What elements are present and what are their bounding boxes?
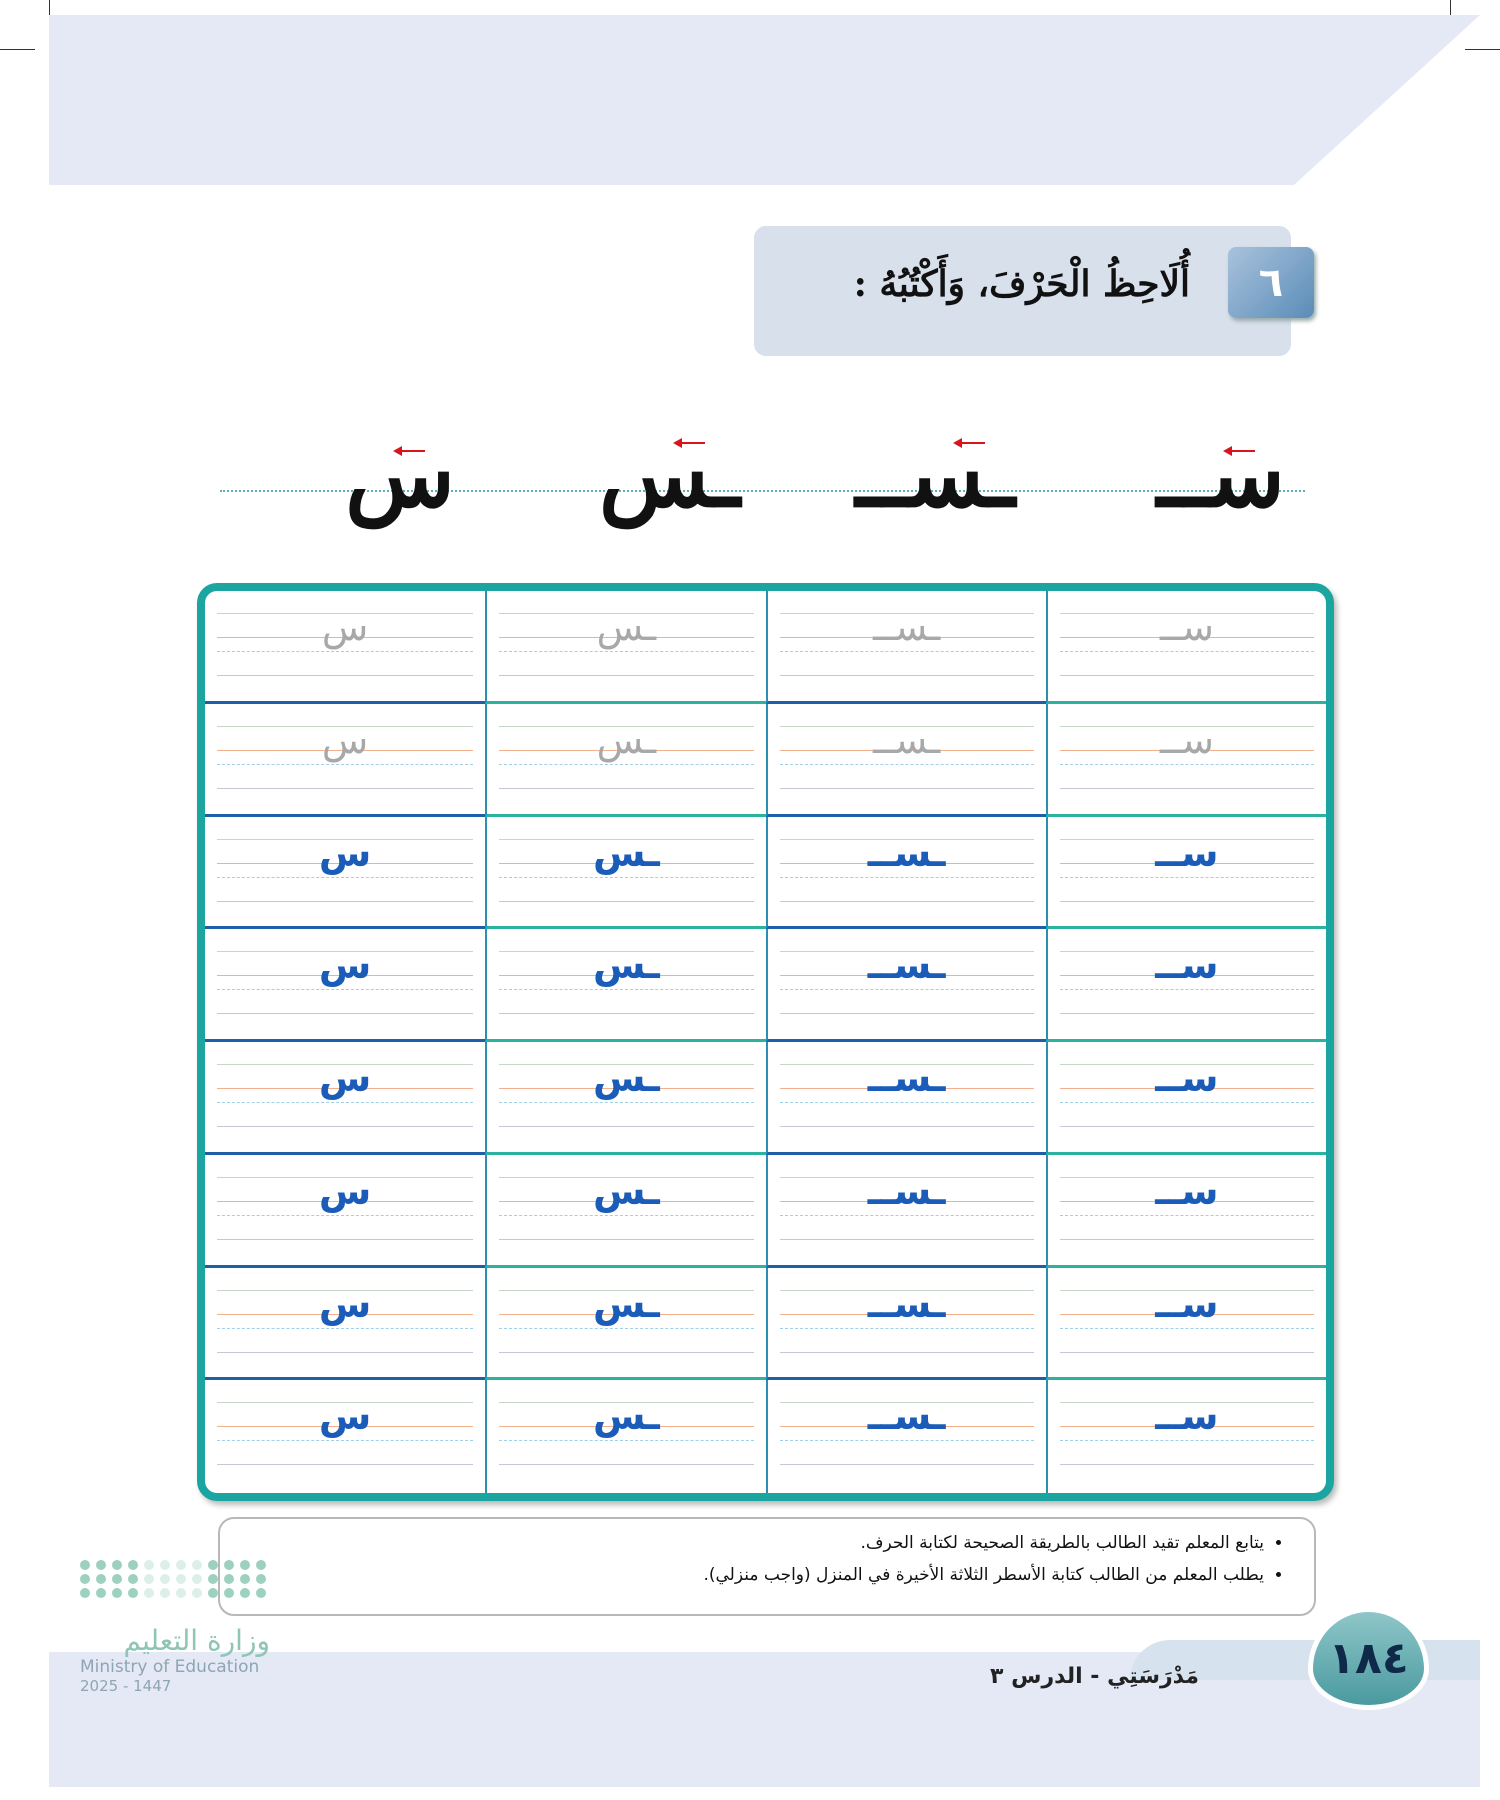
guide-line — [217, 1126, 473, 1127]
writing-cell[interactable] — [205, 1380, 485, 1493]
guide-line — [780, 877, 1034, 878]
logo-dot — [208, 1560, 218, 1570]
written-letter: ـســ — [867, 1281, 946, 1326]
guide-line — [499, 1126, 753, 1127]
writing-cell[interactable] — [485, 1268, 765, 1381]
writing-cell[interactable] — [1046, 1042, 1326, 1155]
logo-dot — [112, 1574, 122, 1584]
model-letter-initial: ســ — [1156, 422, 1285, 528]
written-letter: ســ — [1155, 1056, 1219, 1100]
logo-year: 2025 - 1447 — [80, 1677, 172, 1695]
written-letter: ســ — [1155, 1281, 1219, 1326]
model-letters — [220, 420, 1305, 540]
crop-mark — [0, 49, 35, 50]
guide-line — [1060, 788, 1314, 789]
written-letter: ســ — [1155, 830, 1219, 875]
guide-line — [780, 901, 1034, 902]
guide-line — [1060, 1215, 1314, 1216]
page-number: ١٨٤ — [1308, 1607, 1429, 1710]
trace-letter: س — [321, 717, 369, 762]
guide-line — [1060, 1239, 1314, 1240]
teacher-notes — [218, 1517, 1316, 1616]
written-letter: ـس — [593, 830, 660, 875]
guide-line — [1060, 1440, 1314, 1441]
logo-dot — [112, 1588, 122, 1598]
logo-dot — [240, 1574, 250, 1584]
model-letter-isolated: س — [345, 422, 455, 528]
writing-cell[interactable] — [205, 591, 485, 704]
logo-dot — [256, 1560, 266, 1570]
written-letter: س — [318, 1168, 372, 1213]
writing-cell[interactable] — [766, 1380, 1046, 1493]
written-letter: ـس — [593, 943, 660, 988]
written-letter: ســ — [1155, 943, 1219, 988]
trace-letter: س — [321, 605, 369, 649]
writing-cell[interactable] — [205, 817, 485, 930]
guide-line — [499, 1102, 753, 1103]
logo-dot — [96, 1588, 106, 1598]
guide-line — [780, 989, 1034, 990]
writing-cell[interactable] — [205, 929, 485, 1042]
guide-line — [1060, 764, 1314, 765]
logo-dot — [144, 1560, 154, 1570]
guide-line — [780, 1013, 1034, 1014]
logo-arabic: وزارة التعليم — [123, 1624, 270, 1657]
stroke-arrow-icon — [955, 442, 985, 444]
writing-cell[interactable] — [766, 1155, 1046, 1268]
writing-cell[interactable] — [766, 704, 1046, 817]
writing-cell[interactable] — [485, 1155, 765, 1268]
guide-line — [780, 1328, 1034, 1329]
writing-cell[interactable] — [1046, 704, 1326, 817]
model-letter-medial: ـســ — [855, 422, 1015, 528]
logo-dot — [128, 1588, 138, 1598]
guide-line — [499, 1440, 753, 1441]
guide-line — [217, 1102, 473, 1103]
guide-line — [780, 1440, 1034, 1441]
written-letter: ـســ — [867, 830, 946, 875]
writing-cell[interactable] — [766, 1268, 1046, 1381]
guide-line — [499, 1215, 753, 1216]
guide-line — [217, 901, 473, 902]
guide-line — [217, 989, 473, 990]
guide-line — [780, 1352, 1034, 1353]
model-letter-final: ـس — [598, 422, 740, 528]
guide-line — [1060, 675, 1314, 676]
writing-cell[interactable] — [766, 591, 1046, 704]
ministry-logo — [80, 1560, 270, 1695]
stroke-arrow-icon — [395, 450, 425, 452]
guide-line — [217, 877, 473, 878]
logo-dot — [240, 1560, 250, 1570]
crop-mark — [1465, 49, 1500, 50]
guide-line — [217, 651, 473, 652]
logo-dot — [192, 1574, 202, 1584]
logo-dot — [224, 1560, 234, 1570]
guide-line — [1060, 1102, 1314, 1103]
guide-line — [1060, 989, 1314, 990]
trace-letter: ـســ — [872, 717, 941, 762]
written-letter: ـســ — [867, 1168, 946, 1213]
guide-line — [780, 788, 1034, 789]
logo-dots-icon — [80, 1560, 270, 1598]
logo-dot — [224, 1574, 234, 1584]
writing-cell[interactable] — [485, 1042, 765, 1155]
logo-dot — [192, 1588, 202, 1598]
guide-line — [499, 1328, 753, 1329]
guide-line — [780, 651, 1034, 652]
guide-line — [780, 1239, 1034, 1240]
writing-cell[interactable] — [1046, 1268, 1326, 1381]
written-letter: ـس — [593, 1394, 660, 1439]
logo-dot — [80, 1588, 90, 1598]
writing-cell[interactable] — [1046, 1380, 1326, 1493]
guide-line — [1060, 1328, 1314, 1329]
logo-dot — [240, 1588, 250, 1598]
guide-line — [499, 788, 753, 789]
guide-line — [780, 675, 1034, 676]
written-letter: س — [318, 830, 372, 875]
footer-lesson: مَدْرَسَتِي - الدرس ٣ — [990, 1664, 1199, 1689]
writing-cell[interactable] — [766, 1042, 1046, 1155]
logo-dot — [176, 1574, 186, 1584]
guide-line — [499, 1013, 753, 1014]
guide-line — [217, 1328, 473, 1329]
writing-cell[interactable] — [1046, 929, 1326, 1042]
logo-dot — [144, 1588, 154, 1598]
guide-line — [499, 675, 753, 676]
logo-dot — [224, 1588, 234, 1598]
writing-cell[interactable] — [485, 1380, 765, 1493]
written-letter: س — [318, 1056, 372, 1100]
logo-dot — [256, 1574, 266, 1584]
guide-line — [499, 1239, 753, 1240]
guide-line — [1060, 1013, 1314, 1014]
guide-line — [780, 1464, 1034, 1465]
guide-line — [217, 764, 473, 765]
written-letter: ســ — [1155, 1394, 1219, 1439]
guide-line — [499, 651, 753, 652]
writing-cell[interactable] — [205, 1042, 485, 1155]
guide-line — [499, 1352, 753, 1353]
stroke-arrow-icon — [675, 442, 705, 444]
writing-cell[interactable] — [1046, 1155, 1326, 1268]
guide-line — [499, 989, 753, 990]
written-letter: ـســ — [867, 943, 946, 988]
top-banner — [49, 15, 1480, 185]
guide-line — [1060, 901, 1314, 902]
written-letter: ـس — [593, 1281, 660, 1326]
guide-line — [217, 675, 473, 676]
logo-dot — [96, 1574, 106, 1584]
guide-line — [217, 1215, 473, 1216]
exercise-instruction: أُلَاحِظُ الْحَرْفَ، وَأَكْتُبُهُ : — [853, 263, 1190, 305]
writing-cell[interactable] — [485, 704, 765, 817]
logo-dot — [128, 1560, 138, 1570]
logo-dot — [160, 1560, 170, 1570]
trace-letter: ـس — [596, 605, 657, 649]
writing-cell[interactable] — [1046, 817, 1326, 930]
trace-letter: ســ — [1159, 605, 1214, 649]
logo-dot — [80, 1560, 90, 1570]
written-letter: س — [318, 1281, 372, 1326]
logo-dot — [208, 1588, 218, 1598]
guide-line — [217, 788, 473, 789]
guide-line — [217, 1239, 473, 1240]
written-letter: ـس — [593, 1168, 660, 1213]
trace-letter: ـســ — [872, 605, 941, 649]
logo-dot — [208, 1574, 218, 1584]
guide-line — [499, 1464, 753, 1465]
guide-line — [499, 901, 753, 902]
guide-line — [1060, 1126, 1314, 1127]
guide-line — [499, 764, 753, 765]
logo-dot — [96, 1560, 106, 1570]
guide-line — [780, 1102, 1034, 1103]
logo-dot — [112, 1560, 122, 1570]
logo-dot — [192, 1560, 202, 1570]
guide-line — [1060, 651, 1314, 652]
logo-dot — [80, 1574, 90, 1584]
writing-cell[interactable] — [485, 929, 765, 1042]
written-letter: ســ — [1155, 1168, 1219, 1213]
guide-line — [780, 1215, 1034, 1216]
written-letter: س — [318, 1394, 372, 1439]
writing-cell[interactable] — [485, 591, 765, 704]
logo-dot — [256, 1588, 266, 1598]
guide-line — [217, 1440, 473, 1441]
written-letter: ـس — [593, 1056, 660, 1100]
logo-dot — [176, 1560, 186, 1570]
trace-letter: ـس — [596, 717, 657, 762]
logo-dot — [160, 1574, 170, 1584]
writing-cell[interactable] — [205, 1268, 485, 1381]
guide-line — [1060, 1352, 1314, 1353]
guide-line — [780, 1126, 1034, 1127]
logo-dot — [128, 1574, 138, 1584]
guide-line — [780, 764, 1034, 765]
note-item: • يتابع المعلم تقيد الطالب بالطريقة الصحيحة لكتابة الحرف. — [220, 1533, 1264, 1553]
writing-cell[interactable] — [205, 704, 485, 817]
guide-line — [217, 1352, 473, 1353]
guide-line — [1060, 1464, 1314, 1465]
logo-dot — [176, 1588, 186, 1598]
guide-line — [217, 1013, 473, 1014]
guide-line — [1060, 877, 1314, 878]
writing-practice-grid — [197, 583, 1334, 1501]
logo-english: Ministry of Education — [80, 1657, 260, 1677]
written-letter: ـســ — [867, 1394, 946, 1439]
note-item: • يطلب المعلم من الطالب كتابة الأسطر الثلاثة الأخيرة في المنزل (واجب منزلي). — [220, 1565, 1264, 1585]
guide-line — [499, 877, 753, 878]
writing-cell[interactable] — [766, 817, 1046, 930]
stroke-arrow-icon — [1225, 450, 1255, 452]
written-letter: س — [318, 943, 372, 988]
trace-letter: ســ — [1159, 717, 1214, 762]
exercise-number: ٦ — [1228, 247, 1314, 318]
writing-cell[interactable] — [485, 817, 765, 930]
writing-cell[interactable] — [205, 1155, 485, 1268]
logo-dot — [144, 1574, 154, 1584]
guide-line — [217, 1464, 473, 1465]
writing-cell[interactable] — [1046, 591, 1326, 704]
written-letter: ـســ — [867, 1056, 946, 1100]
logo-dot — [160, 1588, 170, 1598]
writing-cell[interactable] — [766, 929, 1046, 1042]
